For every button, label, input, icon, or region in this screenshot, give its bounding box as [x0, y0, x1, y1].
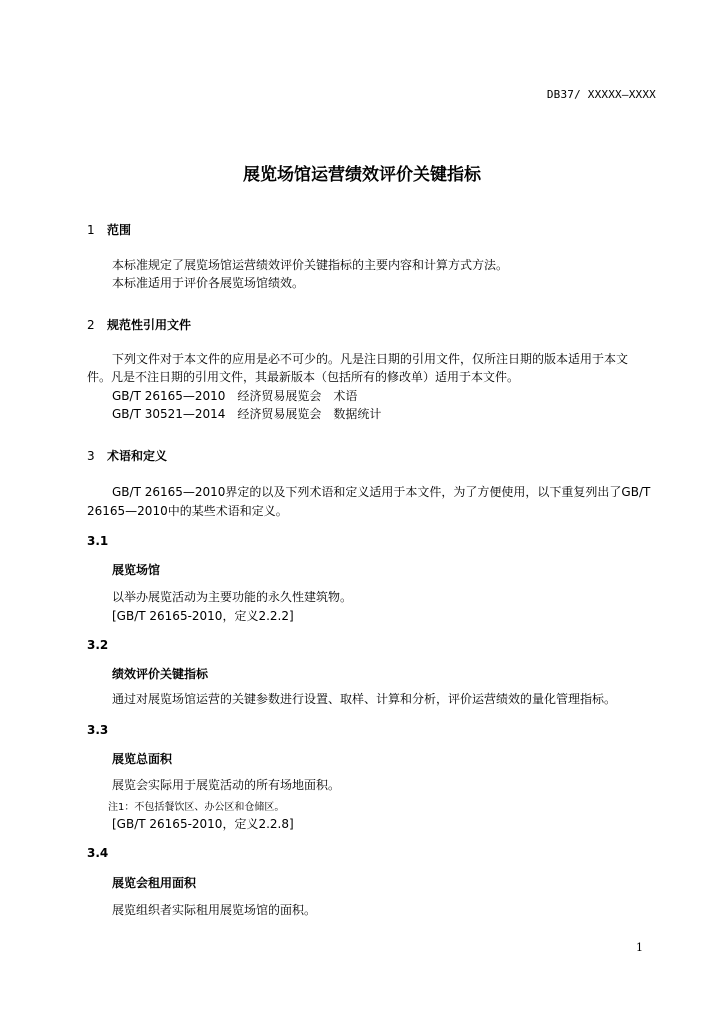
term-definition: 通过对展览场馆运营的关键参数进行设置、取样、计算和分析，评价运营绩效的量化管理指标。 [112, 692, 617, 706]
section-number: 1 [87, 223, 95, 237]
section-title: 规范性引用文件 [107, 318, 192, 332]
term-definition: 展览组织者实际租用展览场馆的面积。 [112, 903, 317, 917]
term-source: [GB/T 26165-2010，定义2.2.8] [112, 817, 294, 831]
document-title: 展览场馆运营绩效评价关键指标 [243, 165, 481, 185]
section-3-paragraph-line-2: 26165—2010中的某些术语和定义。 [87, 504, 288, 518]
section-1-heading [87, 221, 131, 238]
document-code: DB37/ XXXXX—XXXX [546, 88, 656, 101]
section-1-paragraph-2: 本标准适用于评价各展览场馆绩效。 [112, 276, 305, 290]
term-number: 3.4 [87, 846, 109, 860]
section-2-paragraph-line-2: 件。凡是不注日期的引用文件，其最新版本（包括所有的修改单）适用于本文件。 [87, 370, 520, 384]
term-name: 展览总面积 [112, 752, 173, 766]
section-2-heading [87, 316, 191, 333]
term-name: 展览会租用面积 [112, 876, 197, 890]
section-title: 范围 [107, 223, 132, 237]
term-number: 3.1 [87, 534, 109, 548]
reference-item: GB/T 30521—2014 经济贸易展览会 数据统计 [112, 407, 382, 421]
section-2-paragraph-line-1: 下列文件对于本文件的应用是必不可少的。凡是注日期的引用文件，仅所注日期的版本适用于本文 [112, 352, 629, 366]
page-number: 1 [636, 941, 643, 954]
term-name: 绩效评价关键指标 [112, 667, 209, 681]
section-3-paragraph-line-1: GB/T 26165—2010界定的以及下列术语和定义适用于本文件，为了方便使用，以下重复列出了GB/T [112, 485, 651, 499]
section-1-paragraph-1: 本标准规定了展览场馆运营绩效评价关键指标的主要内容和计算方式方法。 [112, 258, 509, 272]
term-note: 注1：不包括餐饮区、办公区和仓储区。 [108, 802, 285, 813]
term-name: 展览场馆 [112, 563, 161, 577]
reference-item: GB/T 26165—2010 经济贸易展览会 术语 [112, 389, 358, 403]
term-definition: 展览会实际用于展览活动的所有场地面积。 [112, 778, 341, 792]
section-3-heading [87, 447, 167, 464]
section-title: 术语和定义 [107, 449, 168, 463]
term-definition: 以举办展览活动为主要功能的永久性建筑物。 [112, 590, 353, 604]
term-number: 3.3 [87, 723, 109, 737]
term-source: [GB/T 26165-2010，定义2.2.2] [112, 609, 294, 623]
section-number: 2 [87, 318, 95, 332]
term-number: 3.2 [87, 638, 109, 652]
section-number: 3 [87, 449, 95, 463]
